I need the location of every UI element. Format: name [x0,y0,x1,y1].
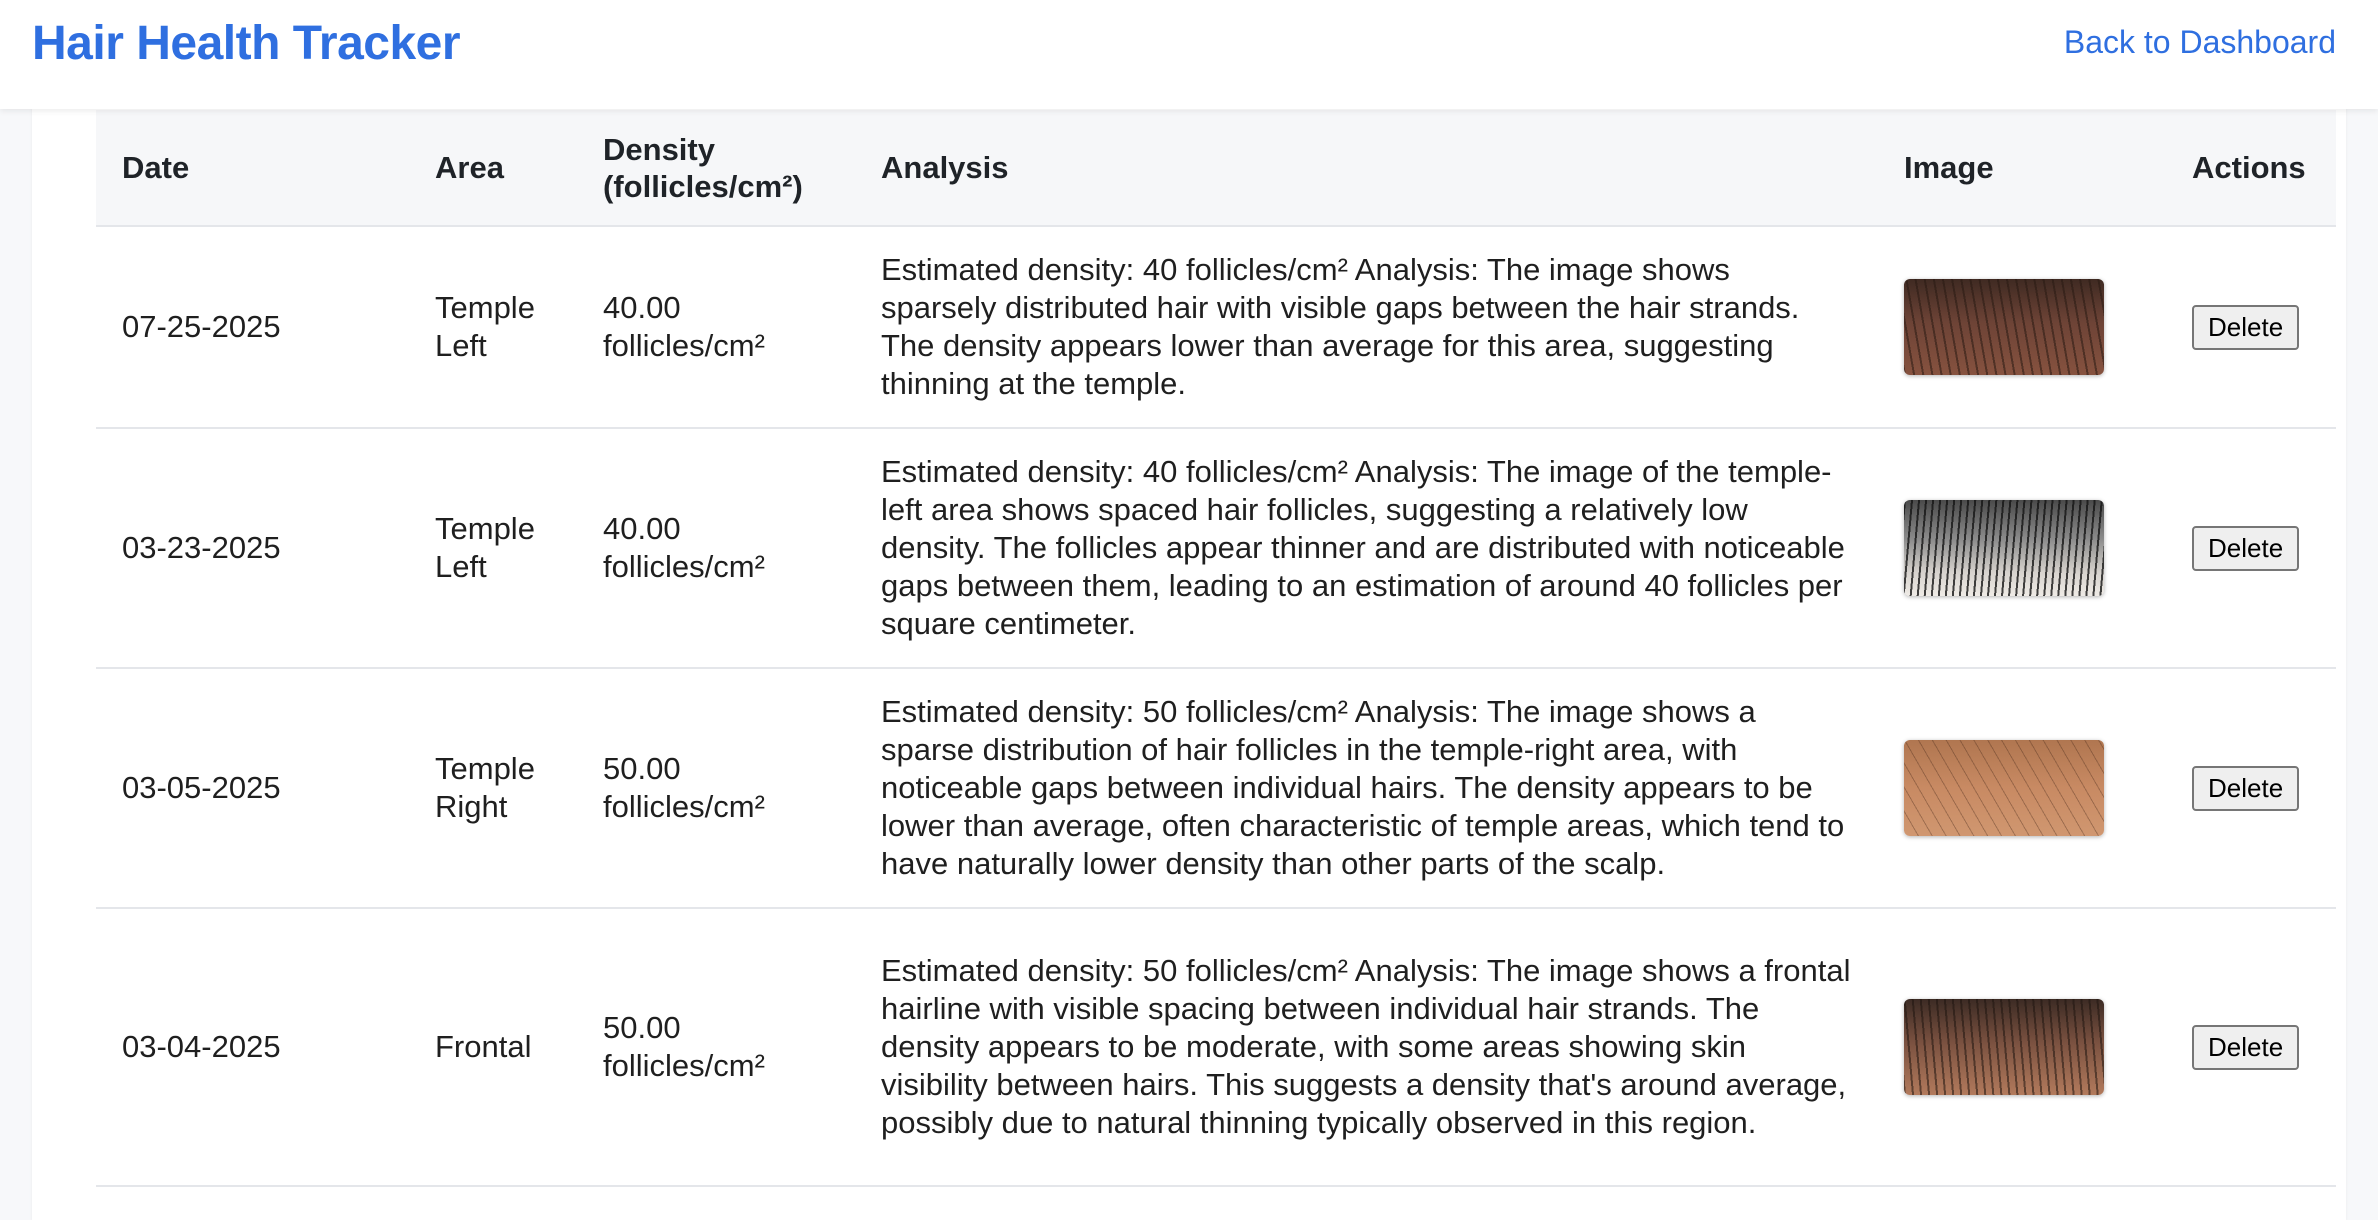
column-header-actions: Actions [2166,110,2336,226]
row-analysis: Estimated density: 50 follicles/cm² Analysis: The image shows a sparse distribution of hair follicles in the temple-right area, with noticeable gaps between individual hairs. The density appears to be lower than average, often characteristic of temple areas, which tend to have naturally lower density than other parts of the scalp. [855,668,1878,908]
row-area: Temple Left [409,428,577,668]
scalp-thumbnail-image[interactable] [1904,500,2104,596]
delete-button[interactable]: Delete [2192,305,2299,350]
row-date: 03-05-2025 [96,668,409,908]
row-density: 40.00 follicles/cm² [577,226,855,428]
scalp-thumbnail-image[interactable] [1904,279,2104,375]
delete-button[interactable]: Delete [2192,1025,2299,1070]
row-analysis: Estimated density: 50 follicles/cm² Analysis: The image shows a frontal hairline with visible spacing between individual hair strands. The density appears to be moderate, with some areas showing skin visibility between hairs. This suggests a density that's around average, possibly due to natural thinning typically observed in this region. [855,908,1878,1186]
column-header-image: Image [1878,110,2166,226]
table-row [96,226,2336,428]
row-date: 03-23-2025 [96,428,409,668]
top-nav-bar [0,0,2378,109]
row-area: Frontal [409,908,577,1186]
column-header-analysis: Analysis [855,110,1878,226]
scalp-thumbnail-image[interactable] [1904,999,2104,1095]
scalp-thumbnail-image[interactable] [1904,740,2104,836]
delete-button[interactable]: Delete [2192,766,2299,811]
table-row [96,908,2336,1186]
row-analysis: Estimated density: 40 follicles/cm² Analysis: The image shows sparsely distributed hair with visible gaps between the hair strands. The density appears lower than average for this area, suggesting thinning at the temple. [855,226,1878,428]
row-analysis: Estimated density: 40 follicles/cm² Analysis: The image of the temple-left area shows spaced hair follicles, suggesting a relatively low density. The follicles appear thinner and are distributed with noticeable gaps between them, leading to an estimation of around 40 follicles per square centimeter. [855,428,1878,668]
row-density: 50.00 follicles/cm² [577,668,855,908]
row-density: 50.00 follicles/cm² [577,908,855,1186]
back-to-dashboard-link[interactable]: Back to Dashboard [2063,24,2336,60]
row-area: Temple Left [409,226,577,428]
table-header [96,110,2336,226]
table-row [96,668,2336,908]
records-card [32,80,2346,1220]
column-header-area: Area [409,110,577,226]
app-title: Hair Health Tracker [32,17,461,70]
column-header-date: Date [96,110,409,226]
row-area: Temple Right [409,668,577,908]
row-date: 03-04-2025 [96,908,409,1186]
column-header-density: Density (follicles/cm²) [577,110,855,226]
table-row [96,428,2336,668]
row-date: 07-25-2025 [96,226,409,428]
delete-button[interactable]: Delete [2192,526,2299,571]
row-density: 40.00 follicles/cm² [577,428,855,668]
records-table [96,110,2336,1187]
